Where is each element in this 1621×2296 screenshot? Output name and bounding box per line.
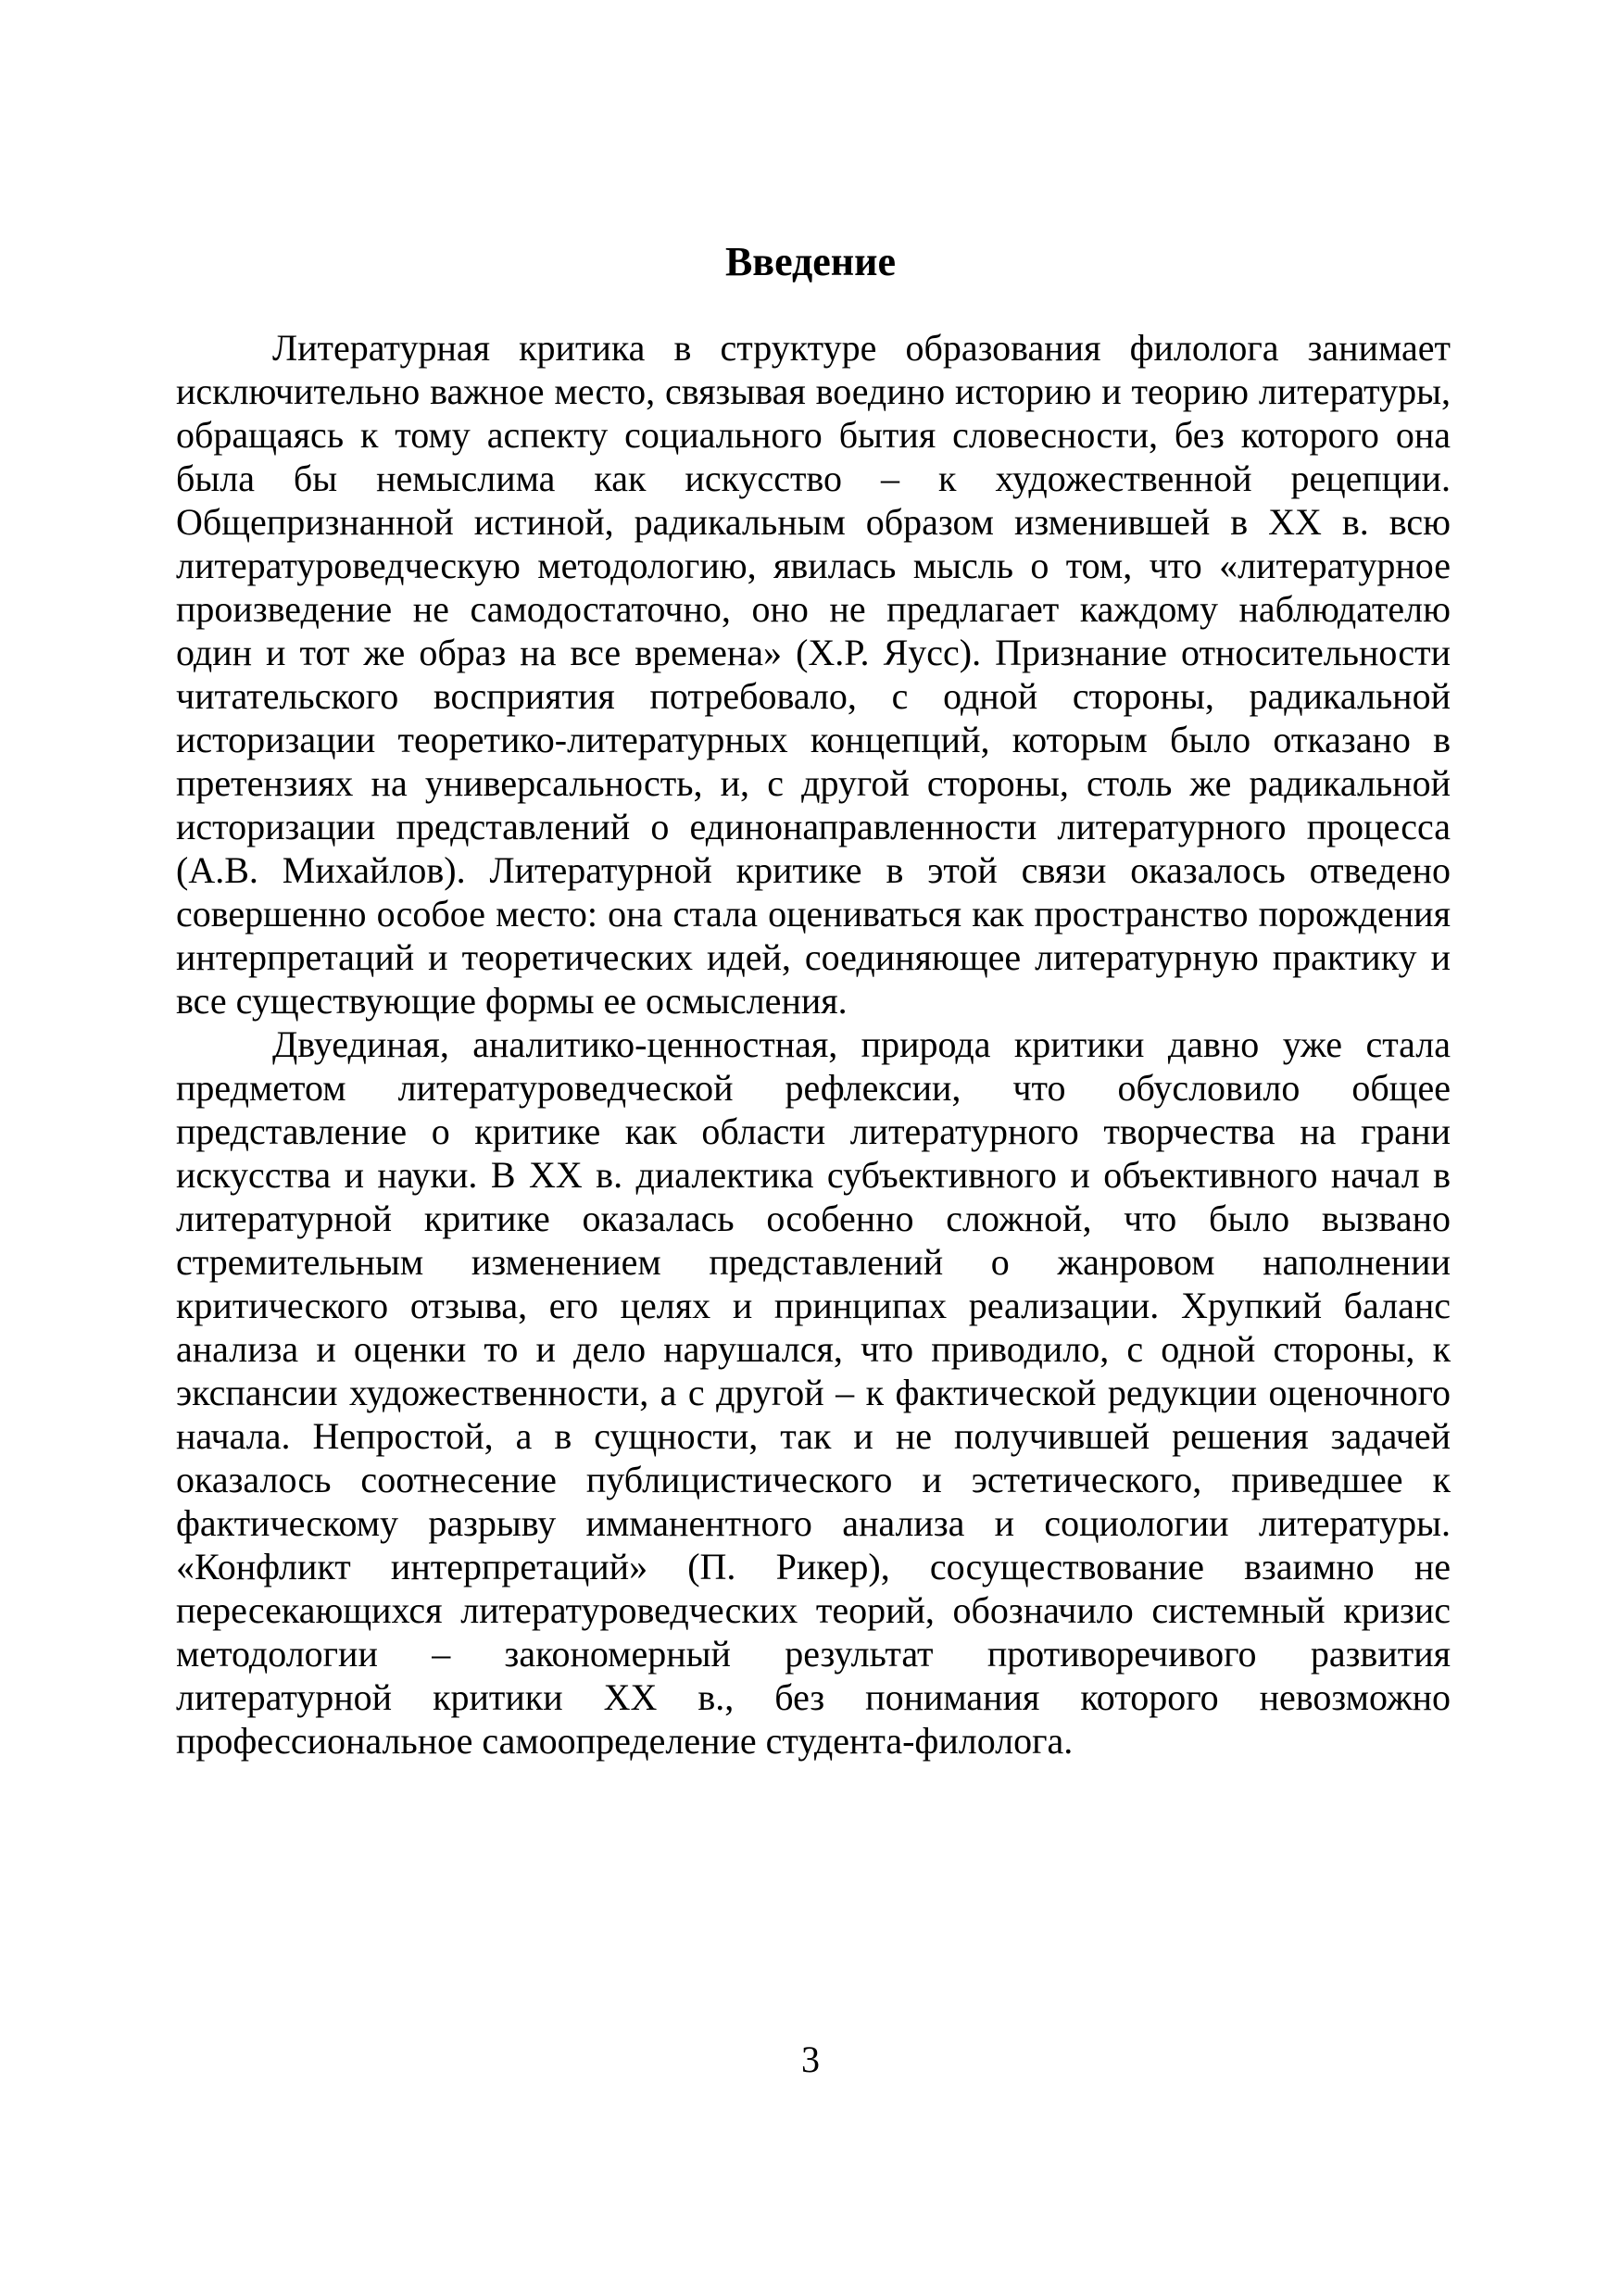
paragraph-2: Двуединая, аналитико-ценностная, природа критики давно уже стала предметом литературоведческой рефлексии, что обусловило общее представление о критике как области литературного творчества на грани искусства и науки. В XX в. диалектика субъективного и объективного начал в литературной критике оказалась особенно сложной, что было вызвано стремительным изменением представлений о жанровом наполнении критического отзыва, его целях и принципах реализации. Хрупкий баланс анализа и оценки то и дело нарушался, что приводило, с одной стороны, к экспансии художественности, а с другой – к фактической редукции оценочного начала. Непростой, а в сущности, так и не получившей решения задачей оказалось соотнесение публицистического и эстетического, приведшее к фактическому разрыву имманентного анализа и социологии литературы. «Конфликт интерпретаций» (П. Рикер), сосуществование взаимно не пересекающихся литературоведческих теорий, обозначило системный кризис методологии – закономерный результат противоречивого развития литературной критики XX в., без понимания которого невозможно профессиональное самоопределение студента-филолога. bbox=[176, 1023, 1451, 1762]
paragraph-1: Литературная критика в структуре образования филолога занимает исключительно важное место, связывая воедино историю и теорию литературы, обращаясь к тому аспекту социального бытия словесности, без которого она была бы немыслима как искусство – к художественной рецепции. Общепризнанной истиной, радикальным образом изменившей в XX в. всю литературоведческую методологию, явилась мысль о том, что «литературное произведение не самодостаточно, оно не предлагает каждому наблюдателю один и тот же образ на все времена» (Х.Р. Яусс). Признание относительности читательского восприятия потребовало, с одной стороны, радикальной историзации теоретико-литературных концепций, которым было отказано в претензиях на универсальность, и, с другой стороны, столь же радикальной историзации представлений о единонаправленности литературного процесса (А.В. Михайлов). Литературной критике в этой связи оказалось отведено совершенно особое место: она стала оцениваться как пространство порождения интерпретаций и теоретических идей, соединяющее литературную практику и все существующие формы ее осмысления. bbox=[176, 327, 1451, 1022]
page-title: Введение bbox=[724, 239, 897, 284]
body-text bbox=[176, 326, 1451, 1763]
page-number: 3 bbox=[801, 2039, 820, 2080]
